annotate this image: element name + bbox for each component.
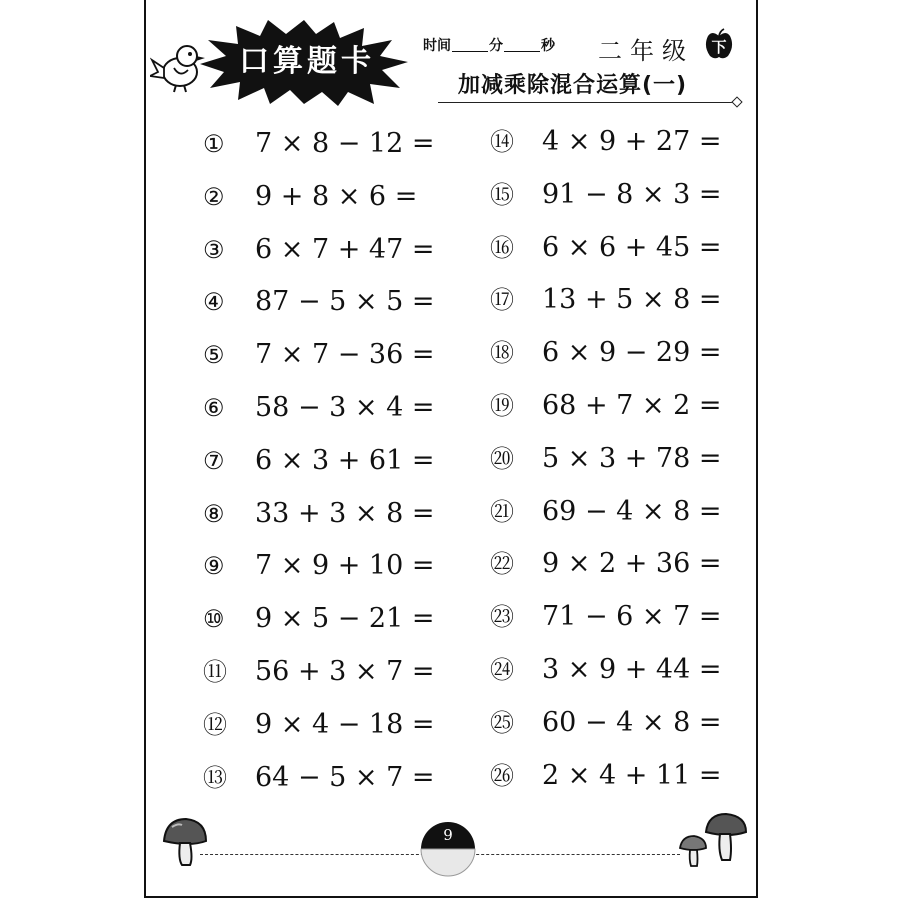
problem-expression: 64 − 5 × 7 = bbox=[255, 761, 435, 793]
problem-number: ⑰ bbox=[490, 286, 514, 315]
problem-expression: 7 × 7 − 36 = bbox=[255, 339, 435, 371]
problem-expression: 5 × 3 + 78 = bbox=[542, 442, 722, 474]
page-number: 9 bbox=[443, 826, 453, 844]
problem-expression: 58 − 3 × 4 = bbox=[255, 392, 435, 423]
problem-expression: 71 − 6 × 7 = bbox=[542, 601, 722, 633]
problem-expression: 87 − 5 × 5 = bbox=[255, 286, 435, 318]
problem-expression: 68 + 7 × 2 = bbox=[542, 390, 722, 421]
volume-label: 下 bbox=[711, 38, 727, 56]
problem-number: ⑤ bbox=[203, 341, 225, 370]
problem-expression: 6 × 7 + 47 = bbox=[255, 233, 435, 265]
problem-number: ㉒ bbox=[490, 550, 514, 579]
grade-label: 二年级 bbox=[598, 37, 694, 65]
problem-expression: 6 × 3 + 61 = bbox=[255, 444, 435, 476]
apple-icon bbox=[704, 28, 734, 60]
problem-expression: 9 × 4 − 18 = bbox=[255, 708, 435, 740]
problem-expression: 4 × 9 + 27 = bbox=[542, 126, 722, 157]
problem-expression: 7 × 8 − 12 = bbox=[255, 128, 435, 159]
problem-number: ㉓ bbox=[490, 603, 514, 632]
problem-expression: 7 × 9 + 10 = bbox=[255, 550, 435, 582]
problem-number: ⑫ bbox=[203, 710, 227, 739]
problem-number: ⑳ bbox=[490, 444, 514, 473]
problem-expression: 9 × 2 + 36 = bbox=[542, 548, 722, 580]
problem-number: ① bbox=[203, 130, 225, 158]
problem-expression: 9 × 5 − 21 = bbox=[255, 603, 435, 635]
problem-number: ⑦ bbox=[203, 446, 225, 475]
second-label: 秒 bbox=[541, 38, 555, 54]
problem-expression: 56 + 3 × 7 = bbox=[255, 656, 435, 687]
seconds-blank bbox=[504, 51, 540, 52]
time-label: 时间 bbox=[423, 38, 451, 54]
problem-number: ㉕ bbox=[490, 708, 514, 737]
problem-expression: 6 × 6 + 45 = bbox=[542, 231, 722, 263]
problem-number: ㉑ bbox=[490, 497, 514, 526]
time-field bbox=[423, 35, 555, 55]
problem-expression: 69 − 4 × 8 = bbox=[542, 495, 722, 527]
mushrooms-icon bbox=[676, 810, 748, 868]
problem-number: ㉖ bbox=[490, 761, 514, 790]
problem-number: ㉔ bbox=[490, 656, 514, 684]
problem-expression: 3 × 9 + 44 = bbox=[542, 654, 722, 685]
problem-number: ⑮ bbox=[490, 180, 514, 209]
problem-expression: 6 × 9 − 29 = bbox=[542, 337, 722, 369]
problem-number: ⑲ bbox=[490, 392, 514, 420]
problem-number: ④ bbox=[203, 288, 225, 317]
problem-number: ⑱ bbox=[490, 339, 514, 368]
problem-number: ② bbox=[203, 182, 225, 211]
minute-label: 分 bbox=[489, 38, 503, 54]
problem-expression: 13 + 5 × 8 = bbox=[542, 284, 722, 316]
problem-expression: 9 + 8 × 6 = bbox=[255, 180, 418, 212]
problem-expression: 2 × 4 + 11 = bbox=[542, 759, 722, 791]
problem-number: ⑨ bbox=[203, 552, 225, 581]
problem-number: ⑭ bbox=[490, 128, 514, 156]
problem-number: ⑪ bbox=[203, 658, 227, 686]
problem-number: ⑯ bbox=[490, 233, 514, 262]
problem-number: ⑧ bbox=[203, 499, 225, 528]
problem-expression: 60 − 4 × 8 = bbox=[542, 706, 722, 738]
problem-number: ⑥ bbox=[203, 394, 225, 422]
section-subtitle: 加减乘除混合运算(一) bbox=[458, 73, 688, 98]
problem-number: ⑩ bbox=[203, 605, 225, 634]
problem-number: ⑬ bbox=[203, 763, 227, 792]
minutes-blank bbox=[452, 51, 488, 52]
badge-title: 口算题卡 bbox=[239, 44, 375, 79]
problem-expression: 33 + 3 × 8 = bbox=[255, 497, 435, 529]
problem-number: ③ bbox=[203, 235, 225, 264]
problem-expression: 91 − 8 × 3 = bbox=[542, 178, 722, 210]
mushroom-icon bbox=[160, 815, 210, 869]
header-divider bbox=[438, 102, 734, 103]
